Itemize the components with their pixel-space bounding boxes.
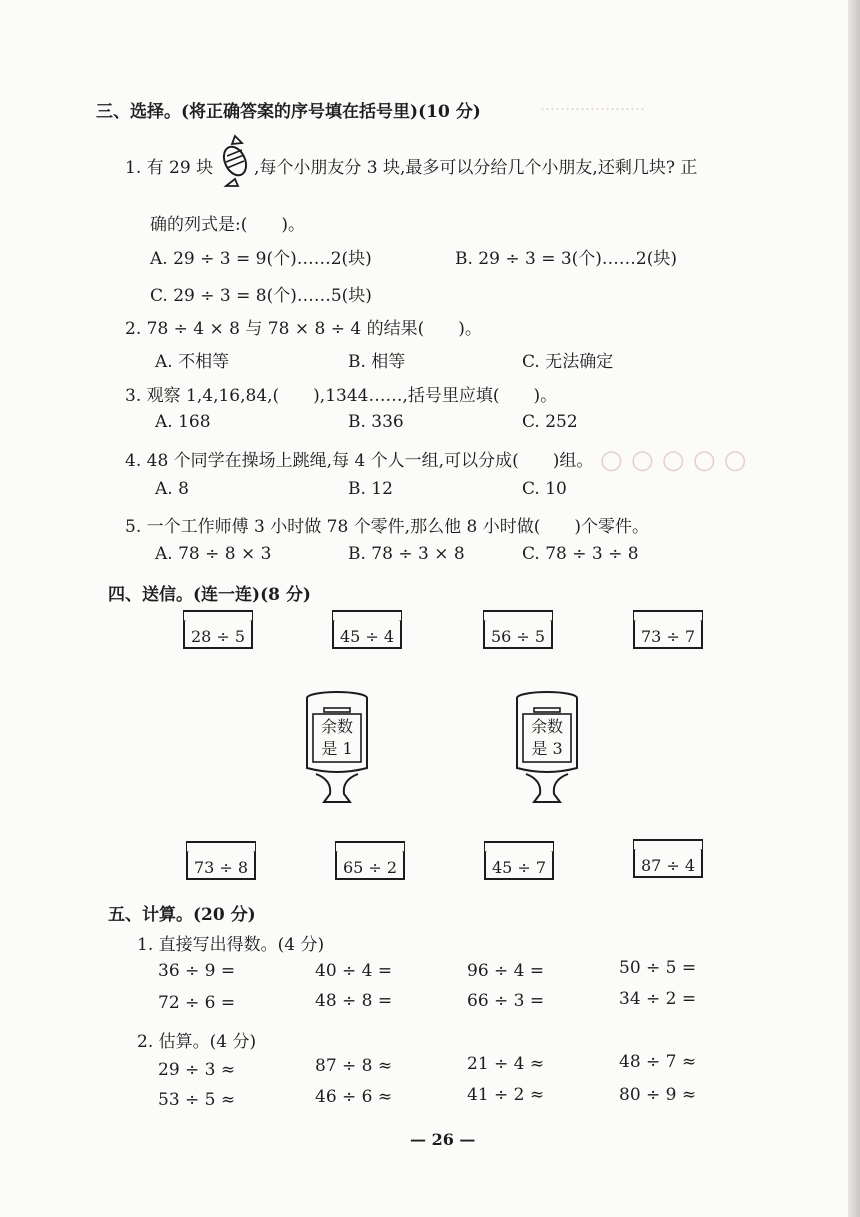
envelope-label: 56 ÷ 5 (490, 626, 546, 646)
envelope-label: 28 ÷ 5 (190, 626, 246, 646)
envelope-bottom-2[interactable] (335, 848, 405, 880)
q1-option-c: C. 29 ÷ 3 = 8(个)……5(块) (150, 286, 372, 306)
q4-text: 4. 48 个同学在操场上跳绳,每 4 个人一组,可以分成( )组。 (125, 451, 594, 471)
q3-text: 3. 观察 1,4,16,84,( ),1344……,括号里应填( )。 (125, 386, 558, 406)
mailbox-remainder-3[interactable] (512, 690, 582, 810)
section4-heading: 四、送信。(连一连)(8 分) (108, 585, 311, 605)
mailbox-label: 余数是 1 (320, 717, 353, 758)
estimate-problem: 41 ÷ 2 ≈ (467, 1085, 545, 1105)
q2-option-c: C. 无法确定 (522, 352, 614, 372)
q5-text: 5. 一个工作师傅 3 小时做 78 个零件,那么他 8 小时做( )个零件。 (125, 517, 649, 537)
envelope-bottom-4[interactable] (633, 846, 703, 878)
envelope-flap-icon (484, 840, 554, 852)
bleed-through-text: ………………… (540, 96, 645, 114)
envelope-flap-icon (332, 609, 402, 621)
estimate-problem: 21 ÷ 4 ≈ (467, 1054, 545, 1074)
envelope-label: 87 ÷ 4 (640, 855, 696, 875)
q1-text-a: 1. 有 29 块 (125, 158, 214, 178)
envelope-flap-icon (186, 840, 256, 852)
direct-problem: 66 ÷ 3 = (467, 991, 545, 1011)
q1-option-b: B. 29 ÷ 3 = 3(个)……2(块) (455, 249, 678, 269)
direct-problem: 34 ÷ 2 = (619, 989, 697, 1009)
envelope-top-2[interactable] (332, 617, 402, 649)
estimate-problem: 46 ÷ 6 ≈ (315, 1087, 393, 1107)
q1-option-a: A. 29 ÷ 3 = 9(个)……2(块) (150, 249, 372, 269)
envelope-top-1[interactable] (183, 617, 253, 649)
q4-option-b: B. 12 (348, 479, 393, 499)
q4-option-a: A. 8 (155, 479, 189, 499)
envelope-bottom-3[interactable] (484, 848, 554, 880)
envelope-label: 73 ÷ 7 (640, 626, 696, 646)
q2-option-a: A. 不相等 (155, 352, 230, 372)
bleed-through-marks: ○ ○ ○ ○ ○ (600, 445, 747, 475)
envelope-top-3[interactable] (483, 617, 553, 649)
section3-heading: 三、选择。(将正确答案的序号填在括号里)(10 分) (96, 102, 481, 122)
q1-text-c: 确的列式是:( )。 (150, 215, 305, 235)
envelope-top-4[interactable] (633, 617, 703, 649)
envelope-flap-icon (183, 609, 253, 621)
q5-option-b: B. 78 ÷ 3 × 8 (348, 544, 465, 564)
estimate-problem: 87 ÷ 8 ≈ (315, 1056, 393, 1076)
estimate-subheading: 2. 估算。(4 分) (137, 1032, 257, 1052)
q5-option-a: A. 78 ÷ 8 × 3 (155, 544, 272, 564)
envelope-label: 73 ÷ 8 (193, 857, 249, 877)
envelope-label: 65 ÷ 2 (342, 857, 398, 877)
envelope-label: 45 ÷ 7 (491, 857, 547, 877)
envelope-bottom-1[interactable] (186, 848, 256, 880)
estimate-problem: 53 ÷ 5 ≈ (158, 1090, 236, 1110)
direct-problem: 72 ÷ 6 = (158, 993, 236, 1013)
candy-icon (218, 134, 252, 188)
mailbox-label: 余数是 3 (530, 717, 563, 758)
estimate-problem: 29 ÷ 3 ≈ (158, 1060, 236, 1080)
q2-option-b: B. 相等 (348, 352, 406, 372)
envelope-flap-icon (483, 609, 553, 621)
q2-text: 2. 78 ÷ 4 × 8 与 78 × 8 ÷ 4 的结果( )。 (125, 319, 482, 339)
direct-problem: 36 ÷ 9 = (158, 961, 236, 981)
direct-problem: 40 ÷ 4 = (315, 961, 393, 981)
q3-option-c: C. 252 (522, 412, 578, 432)
q4-option-c: C. 10 (522, 479, 567, 499)
direct-problem: 50 ÷ 5 = (619, 958, 697, 978)
q1-text-b: ,每个小朋友分 3 块,最多可以分给几个小朋友,还剩几块? 正 (254, 158, 698, 178)
direct-problem: 48 ÷ 8 = (315, 991, 393, 1011)
estimate-problem: 48 ÷ 7 ≈ (619, 1052, 697, 1072)
envelope-flap-icon (633, 838, 703, 850)
direct-answer-subheading: 1. 直接写出得数。(4 分) (137, 935, 325, 955)
q3-option-b: B. 336 (348, 412, 404, 432)
envelope-label: 45 ÷ 4 (339, 626, 395, 646)
page-edge (848, 0, 860, 1217)
page-number: — 26 — (410, 1130, 476, 1149)
direct-problem: 96 ÷ 4 = (467, 961, 545, 981)
mailbox-remainder-1[interactable] (302, 690, 372, 810)
section5-heading: 五、计算。(20 分) (108, 905, 256, 925)
q3-option-a: A. 168 (155, 412, 211, 432)
envelope-flap-icon (633, 609, 703, 621)
envelope-flap-icon (335, 840, 405, 852)
q5-option-c: C. 78 ÷ 3 ÷ 8 (522, 544, 639, 564)
estimate-problem: 80 ÷ 9 ≈ (619, 1085, 697, 1105)
